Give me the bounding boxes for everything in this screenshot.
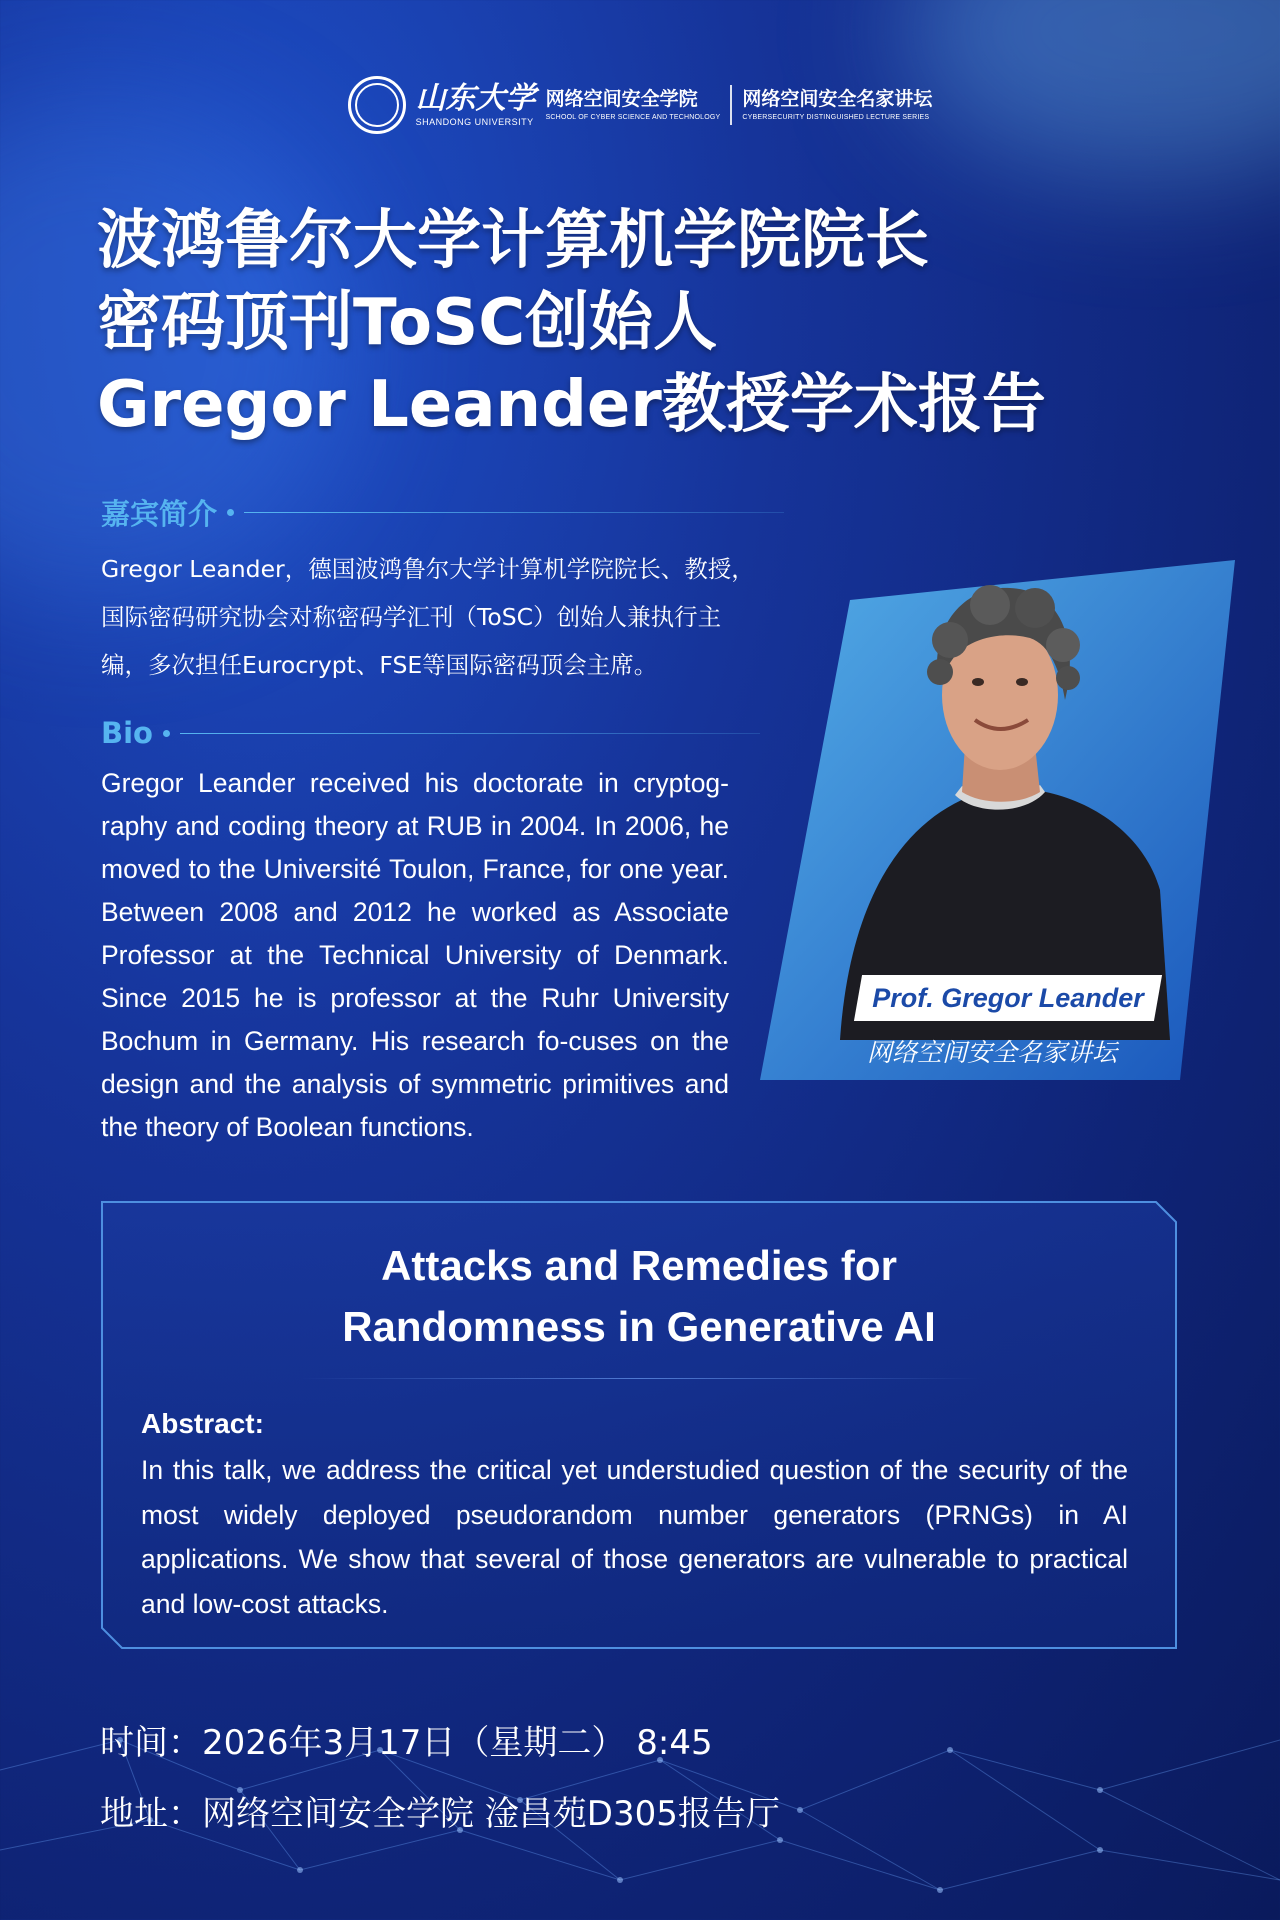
poster-title — [97, 200, 1197, 446]
university-seal-icon — [348, 76, 406, 134]
university-name-en: SHANDONG UNIVERSITY — [415, 116, 534, 127]
guest-intro-heading — [101, 492, 784, 533]
heading-dot-icon — [163, 730, 170, 737]
school-name-en: SCHOOL OF CYBER SCIENCE AND TECHNOLOGY — [545, 113, 721, 121]
speaker-name: Prof. Gregor Leander — [872, 983, 1144, 1013]
network-background-graphic — [0, 1650, 1280, 1920]
title-line-3: Gregor Leander教授学术报告 — [97, 368, 1046, 442]
university-logo — [415, 80, 536, 127]
talk-box-separator — [300, 1378, 980, 1379]
talk-title-line-1: Attacks and Remedies for — [381, 1242, 897, 1289]
series-block — [742, 90, 932, 121]
school-name-cn: 网络空间安全学院 — [545, 88, 698, 110]
event-location: 地址：网络空间安全学院 淦昌苑D305报告厅 — [100, 1794, 780, 1834]
abstract-text: In this talk, we address the critical yet understudied question of the security of the most widely deployed pseudorandom number generators (PRNGs) in AI applications. We show that several of those generators are vulnerable to practical and low-cost attacks. — [141, 1455, 1128, 1619]
guest-intro-title: 嘉宾简介 — [101, 497, 218, 531]
series-name-en: CYBERSECURITY DISTINGUISHED LECTURE SERIES — [742, 113, 930, 121]
school-block — [546, 90, 721, 121]
talk-title-line-2: Randomness in Generative AI — [342, 1303, 936, 1350]
title-line-2: 密码顶刊ToSC创始人 — [97, 286, 718, 360]
heading-dot-icon — [227, 509, 234, 516]
bio-text: Gregor Leander received his doctorate in cryptog-raphy and coding theory at RUB in 2004. In 2006, he moved to the Université Toulon, France, for one year. Between 2008 and 2012 he worked as Associate Professor at the Technical University of Denmark. Since 2015 he is professor at the Ruhr University Bochum in Germany. His research fo-cuses on the design and the analysis of symmetric primitives and the theory of Boolean functions. — [101, 768, 729, 1142]
talk-title — [100, 1235, 1178, 1357]
title-line-1: 波鸿鲁尔大学计算机学院院长 — [97, 204, 929, 278]
heading-line — [244, 512, 784, 513]
heading-line — [180, 733, 760, 734]
header — [0, 70, 1280, 140]
series-name-cn: 网络空间安全名家讲坛 — [742, 88, 933, 110]
event-time: 时间：2026年3月17日（星期二） 8:45 — [100, 1723, 713, 1763]
guest-intro-text: Gregor Leander，德国波鸿鲁尔大学计算机学院院长、教授，国际密码研究协会对称密码学汇刊（ToSC）创始人兼执行主编，多次担任Eurocrypt、FSE等国际密码顶会主席。 — [101, 555, 755, 679]
bio-heading — [101, 716, 760, 750]
bio-title: Bio — [101, 716, 153, 750]
header-divider — [730, 85, 732, 125]
photo-caption: 网络空间安全名家讲坛 — [866, 1038, 1117, 1067]
university-name-cn: 山东大学 — [415, 80, 536, 116]
abstract-label: Abstract: — [141, 1408, 264, 1439]
